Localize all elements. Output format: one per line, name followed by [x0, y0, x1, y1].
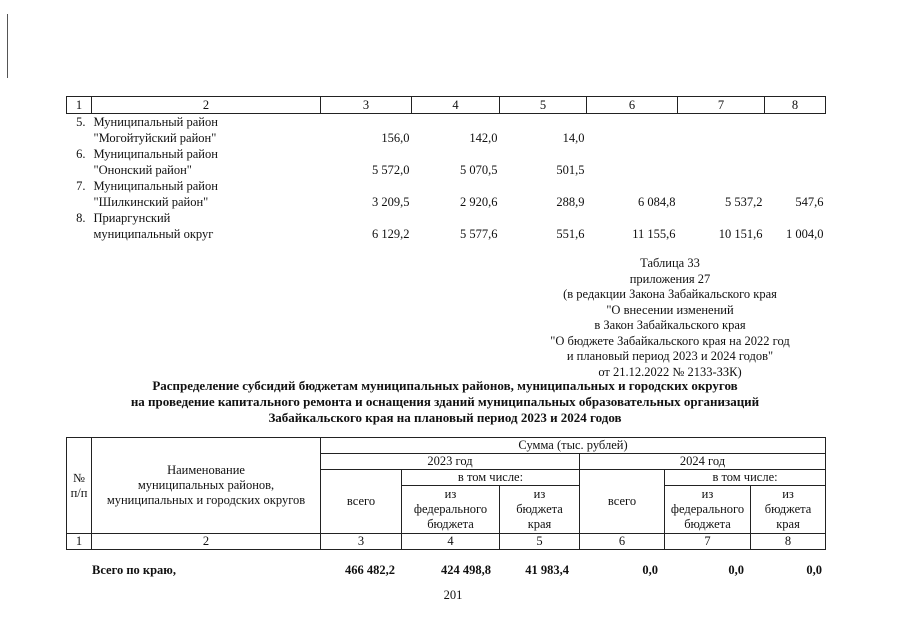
header-line: муниципальных районов, [137, 478, 275, 492]
caption-line: "О внесении изменений [606, 302, 734, 317]
subsidy-table [66, 437, 826, 550]
cell-value: 547,6 [795, 195, 824, 209]
total-value: 424 498,8 [441, 563, 491, 577]
including-2024-header: в том числе: [665, 470, 826, 486]
year-2023-header: 2023 год [321, 454, 580, 470]
title-line: Распределение субсидий бюджетам муниципальных районов, муниципальных и городских округов [152, 378, 738, 393]
cell-value: 11 155,6 [632, 227, 676, 241]
header-line: муниципальных и городских округов [106, 493, 306, 507]
table-row [67, 210, 826, 242]
federal-2023-header [402, 486, 500, 534]
cell-value: 142,0 [469, 131, 498, 145]
col-number: 4 [402, 534, 500, 550]
document-title [62, 378, 828, 426]
col-number: 3 [321, 534, 402, 550]
table-row [67, 146, 826, 178]
row-number: 7. [76, 179, 86, 193]
district-name [92, 178, 321, 210]
caption-line: (в редакции Закона Забайкальского края [563, 287, 777, 301]
total-value: 41 983,4 [525, 563, 569, 577]
col-number: 6 [580, 534, 665, 550]
cell-value [678, 114, 765, 147]
sum-header: Сумма (тыс. рублей) [321, 438, 826, 454]
header-line: бюджета [427, 517, 474, 531]
col-number: 1 [67, 534, 92, 550]
name-line: Приаргунский [93, 211, 171, 225]
cell-value: 5 537,2 [725, 195, 763, 209]
name-line: Муниципальный район [93, 147, 218, 161]
name-line: муниципальный округ [93, 227, 214, 241]
total-2023-header: всего [321, 470, 402, 534]
continuation-table [66, 96, 826, 242]
district-name [92, 114, 321, 147]
cell-value: 501,5 [556, 163, 585, 177]
title-line: на проведение капитального ремонта и оснащения зданий муниципальных образовательных организаций [130, 394, 760, 409]
row-number: 8. [76, 211, 86, 225]
header-line: из [782, 487, 794, 501]
total-value: 466 482,2 [345, 563, 395, 577]
cell-value: 1 004,0 [786, 227, 824, 241]
row-number: 6. [76, 147, 86, 161]
district-name [92, 210, 321, 242]
caption-line: Таблица 33 [640, 256, 700, 270]
name-line: Муниципальный район [93, 115, 218, 129]
cell-value: 6 084,8 [638, 195, 676, 209]
header-line: бюджета [764, 502, 812, 516]
row-number: 5. [76, 115, 86, 129]
district-name [92, 146, 321, 178]
col-number: 2 [92, 97, 321, 114]
cell-value: 10 151,6 [718, 227, 763, 241]
header-line: из [701, 487, 714, 501]
header-line: из [533, 487, 546, 501]
page-number: 201 [443, 588, 463, 602]
cell-value: 6 129,2 [372, 227, 410, 241]
col-number: 5 [500, 534, 580, 550]
col-number: 1 [67, 97, 92, 114]
col-number: 5 [500, 97, 587, 114]
total-value: 0,0 [728, 563, 744, 577]
cell-value: 551,6 [556, 227, 585, 241]
col-number: 2 [92, 534, 321, 550]
col-number: 7 [665, 534, 751, 550]
federal-2024-header [665, 486, 751, 534]
cell-value: 5 572,0 [372, 163, 410, 177]
col-header-name [92, 438, 321, 534]
header-line: края [776, 517, 800, 531]
total-2024-header: всего [580, 470, 665, 534]
col-number: 6 [587, 97, 678, 114]
name-line: Муниципальный район [93, 179, 218, 193]
name-line: "Ононский район" [93, 163, 192, 177]
header-line: Наименование [167, 463, 245, 477]
column-number-row [67, 534, 826, 550]
total-value: 0,0 [642, 563, 658, 577]
cell-value: 3 209,5 [372, 195, 410, 209]
col-number: 7 [678, 97, 765, 114]
regional-2024-header [751, 486, 826, 534]
cell-value [587, 146, 678, 178]
regional-2023-header [500, 486, 580, 534]
header-line: федерального [670, 502, 745, 516]
cell-value: 5 070,5 [460, 163, 498, 177]
caption-line: от 21.12.2022 № 2133-ЗЗК) [598, 364, 742, 379]
col-number: 4 [412, 97, 500, 114]
cell-value: 288,9 [556, 195, 585, 209]
margin-line [7, 14, 8, 78]
header-line: бюджета [516, 502, 563, 516]
header-line: № [73, 470, 85, 485]
year-2024-header: 2024 год [580, 454, 826, 470]
total-value: 0,0 [806, 563, 822, 577]
column-number-row [67, 97, 826, 114]
name-line: "Шилкинский район" [93, 195, 209, 209]
cell-value [587, 114, 678, 147]
title-line: Забайкальского края на плановый период 2023 и 2024 годов [268, 410, 622, 425]
header-line: п/п [70, 485, 88, 500]
cell-value [765, 114, 826, 147]
caption-line: приложения 27 [629, 271, 711, 286]
cell-value: 14,0 [562, 131, 585, 145]
cell-value: 156,0 [381, 131, 410, 145]
cell-value [765, 146, 826, 178]
table-row [67, 114, 826, 147]
including-2023-header: в том числе: [402, 470, 580, 486]
col-number: 8 [765, 97, 826, 114]
cell-value: 2 920,6 [460, 195, 498, 209]
total-label: Всего по краю, [92, 563, 176, 577]
table-row [67, 178, 826, 210]
caption-line: в Закон Забайкальского края [594, 318, 746, 332]
cell-value: 5 577,6 [460, 227, 498, 241]
col-number: 8 [751, 534, 826, 550]
col-header-number [67, 438, 92, 534]
header-line: федерального [413, 502, 488, 516]
col-number: 3 [321, 97, 412, 114]
header-line: края [527, 517, 552, 531]
caption-line: и плановый период 2023 и 2024 годов" [566, 349, 774, 363]
caption-line: "О бюджете Забайкальского края на 2022 год [550, 333, 790, 348]
name-line: "Могойтуйский район" [93, 131, 217, 145]
header-line: из [444, 487, 457, 501]
cell-value [678, 146, 765, 178]
header-line: бюджета [684, 517, 731, 531]
table-caption [500, 256, 840, 380]
